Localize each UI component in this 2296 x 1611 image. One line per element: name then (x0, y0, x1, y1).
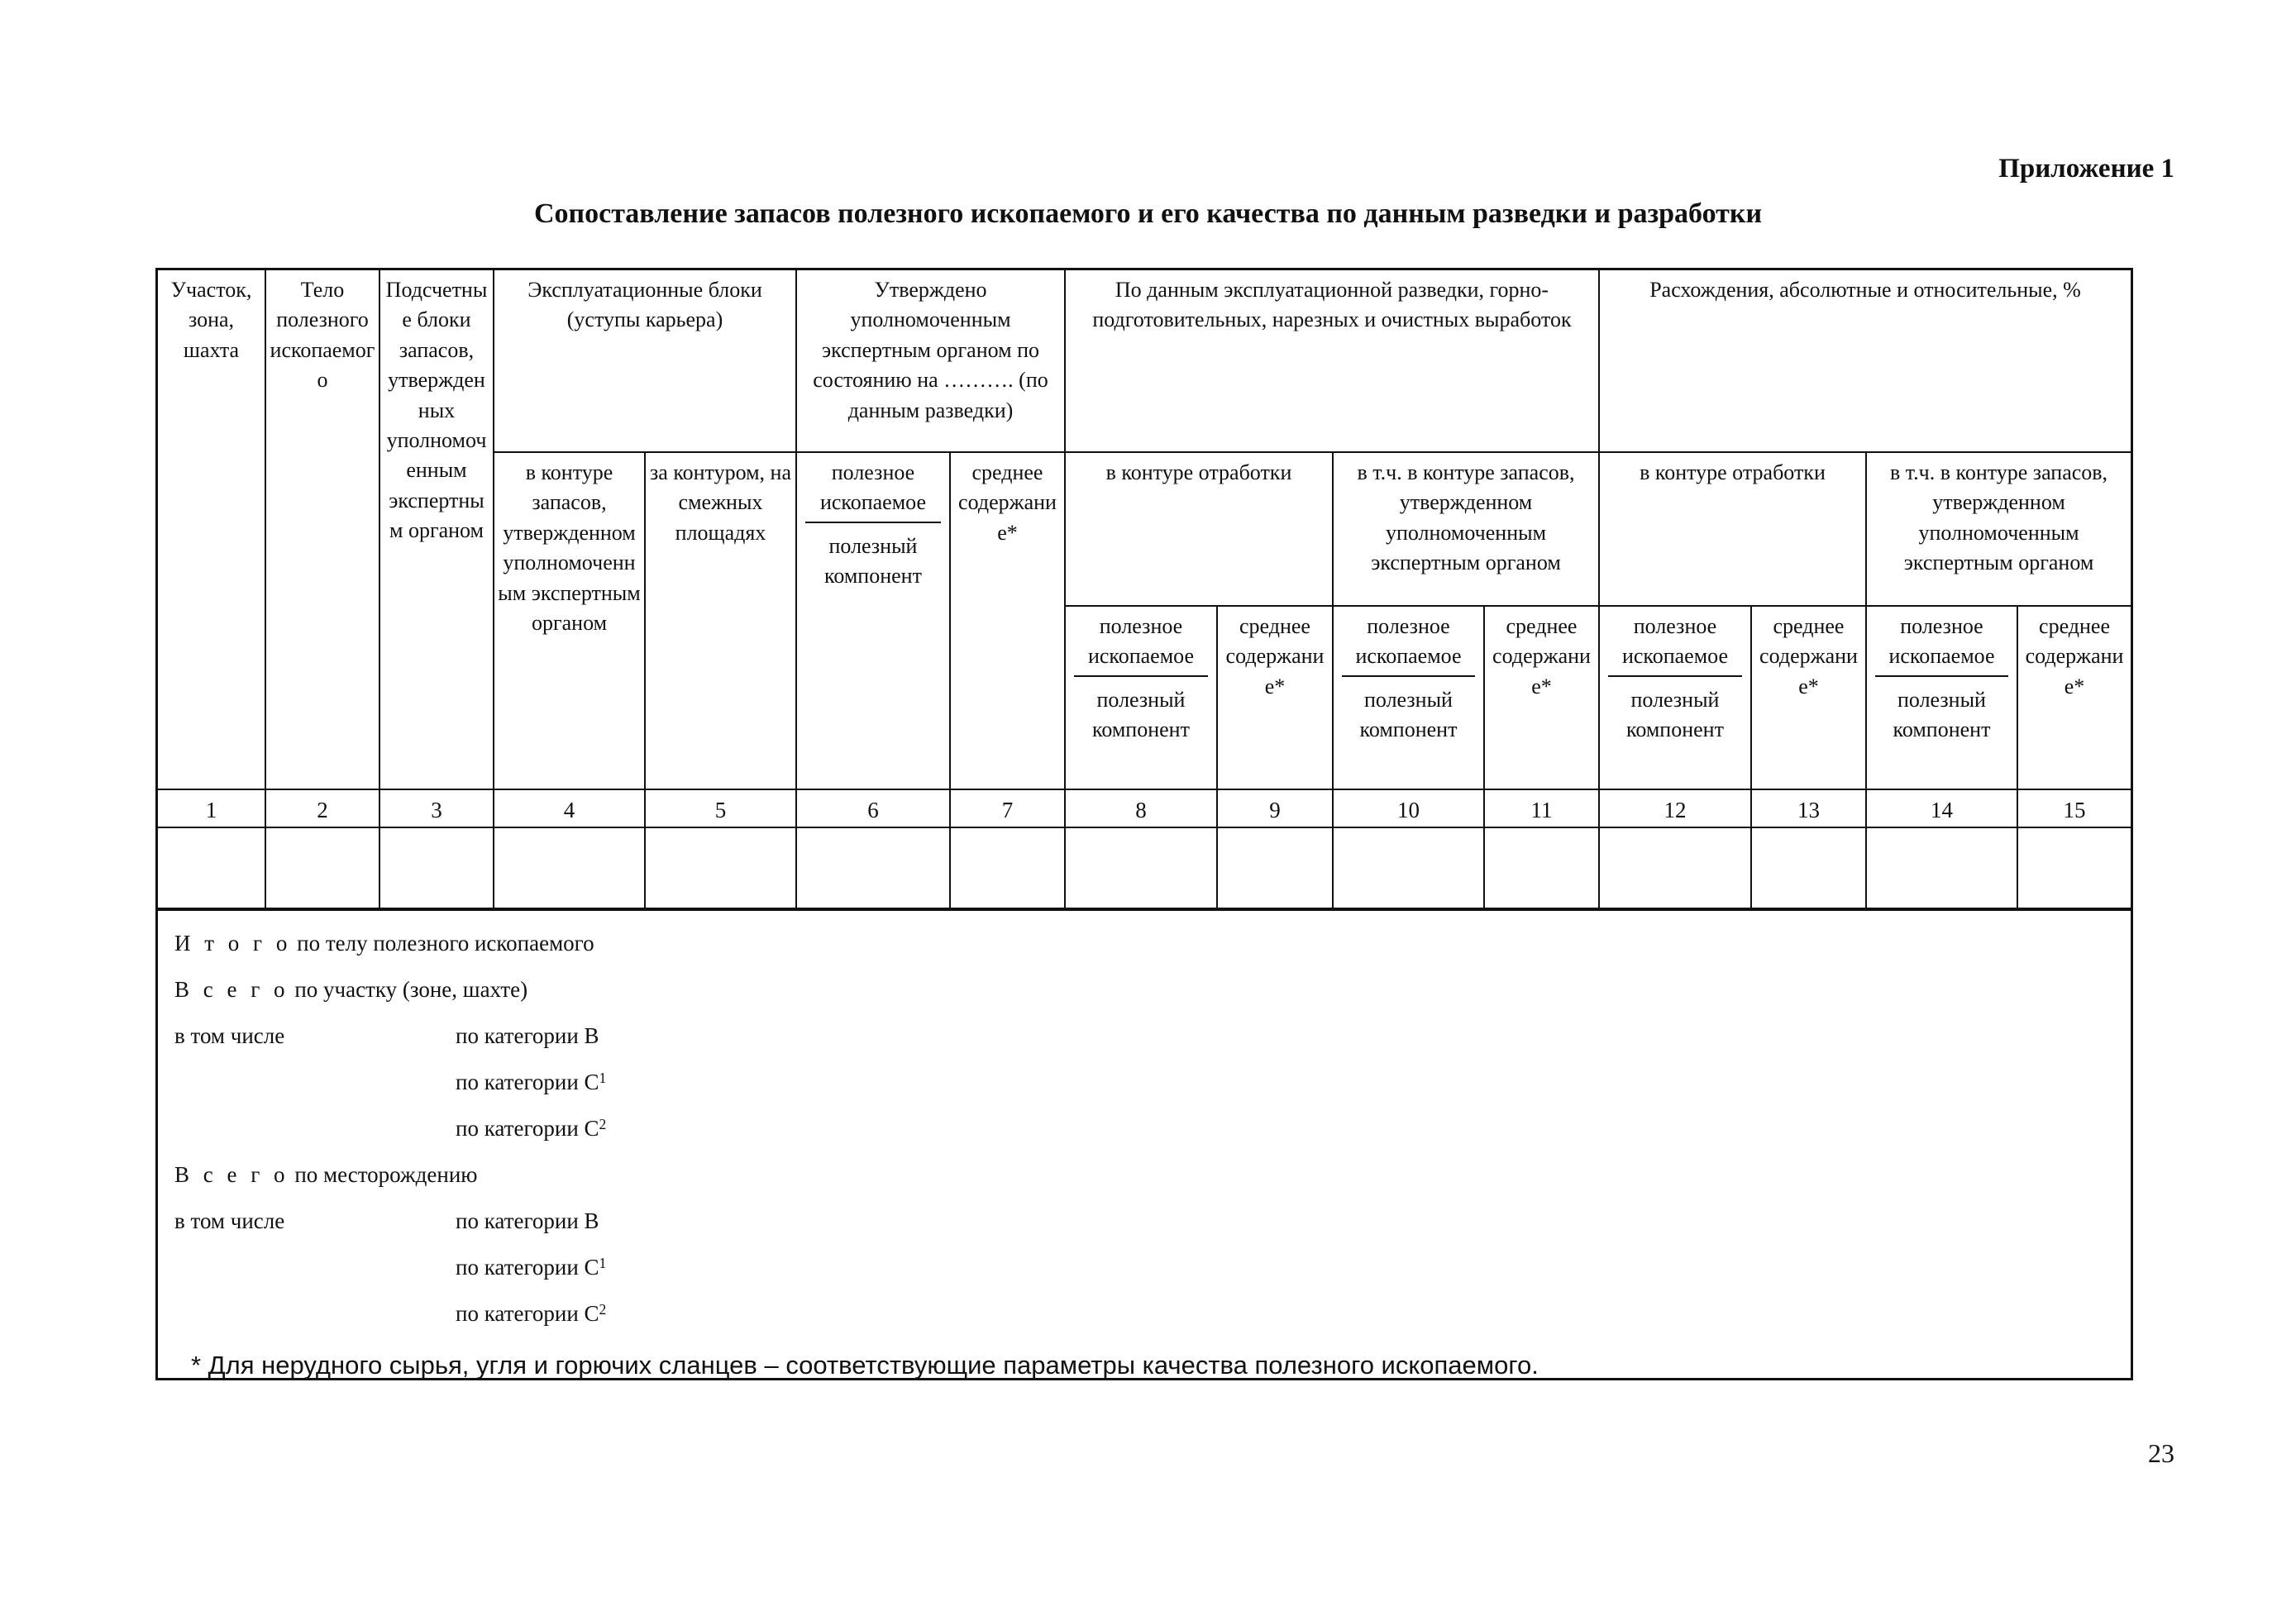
category-c1-line: по категории С 1 (456, 1070, 607, 1094)
total-by-section-line: В с е г о по участку (зоне, шахте) (174, 977, 528, 1002)
header-col14-mineral-component: полезное ископаемое полезный компонент (1866, 606, 2017, 789)
header-col11-average-content: среднее содержание* (1484, 606, 1599, 789)
empty-cell (2017, 827, 2131, 908)
category-c2-line: по категории С 2 (456, 1116, 607, 1141)
deposit-including-category-b-line: в том числе по категории В (174, 1208, 599, 1233)
column-number: 6 (796, 789, 950, 827)
header-section-zone-shaft: Участок, зона, шахта (158, 270, 265, 789)
header-discrepancies: Расхождения, абсолютные и относительные, % (1599, 270, 2131, 452)
header-col9-average-content: среднее содержание* (1217, 606, 1333, 789)
header-approved-average-content: среднее содержание* (950, 452, 1065, 789)
column-number: 1 (158, 789, 265, 827)
appendix-label: Приложение 1 (1998, 154, 2174, 184)
column-number: 14 (1866, 789, 2017, 827)
empty-cell (158, 827, 265, 908)
header-col13-average-content: среднее содержание* (1751, 606, 1866, 789)
empty-cell (265, 827, 379, 908)
column-number: 10 (1333, 789, 1484, 827)
header-col15-average-content: среднее содержание* (2017, 606, 2131, 789)
column-number: 11 (1484, 789, 1599, 827)
footnote: * Для нерудного сырья, угля и горючих сланцев – соответствующие параметры качества полезного ископаемого. (191, 1351, 1539, 1380)
summary-section (158, 909, 2131, 1380)
header-approved-by-authority: Утверждено уполномоченным экспертным органом по состоянию на ………. (по данным разведки) (796, 270, 1065, 452)
deposit-category-c2-line: по категории С 2 (456, 1301, 607, 1326)
header-operational-blocks: Эксплуатационные блоки (уступы карьера) (494, 270, 796, 452)
column-number: 15 (2017, 789, 2131, 827)
empty-cell (1333, 827, 1484, 908)
header-mineral-body: Тело полезного ископаемого (265, 270, 379, 789)
header-operational-exploration: По данным эксплуатационной разведки, горно-подготовительных, нарезных и очистных выработок (1065, 270, 1599, 452)
column-number: 12 (1599, 789, 1751, 827)
header-exploitation-contour: в контуре отработки (1065, 452, 1333, 606)
empty-data-row (158, 827, 2131, 908)
document-title: Сопоставление запасов полезного ископаемого и его качества по данным разведки и разработки (533, 198, 1763, 229)
empty-cell (1866, 827, 2017, 908)
reserves-table-frame (155, 268, 2133, 1380)
header-discrepancy-contour: в контуре отработки (1599, 452, 1866, 606)
empty-cell (1484, 827, 1599, 908)
header-col12-mineral-component: полезное ископаемое полезный компонент (1599, 606, 1751, 789)
column-number: 9 (1217, 789, 1333, 827)
empty-cell (1751, 827, 1866, 908)
empty-cell (1599, 827, 1751, 908)
header-exploitation-approved-contour: в т.ч. в контуре запасов, утвержденном уполномоченным экспертным органом (1333, 452, 1599, 606)
header-counting-blocks: Подсчетные блоки запасов, утвержденных уполномоченным экспертным органом (379, 270, 494, 789)
reserves-table (158, 270, 2131, 909)
column-number: 7 (950, 789, 1065, 827)
empty-cell (1217, 827, 1333, 908)
empty-cell (1065, 827, 1217, 908)
column-number: 4 (494, 789, 645, 827)
including-category-b-line: в том числе по категории В (174, 1023, 599, 1048)
header-within-approved-reserves: в контуре запасов, утвержденном уполномоченным экспертным органом (494, 452, 645, 789)
total-by-deposit-line: В с е г о по месторождению (174, 1162, 478, 1187)
header-col10-mineral-component: полезное ископаемое полезный компонент (1333, 606, 1484, 789)
column-number-row (158, 789, 2131, 827)
column-number: 3 (379, 789, 494, 827)
header-approved-mineral-component: полезное ископаемое полезный компонент (796, 452, 950, 789)
header-col8-mineral-component: полезное ископаемое полезный компонент (1065, 606, 1217, 789)
empty-cell (645, 827, 796, 908)
deposit-category-c1-line: по категории С 1 (456, 1255, 607, 1280)
column-number: 5 (645, 789, 796, 827)
header-outside-contour: за контуром, на смежных площадях (645, 452, 796, 789)
empty-cell (950, 827, 1065, 908)
column-number: 13 (1751, 789, 1866, 827)
column-number: 2 (265, 789, 379, 827)
empty-cell (494, 827, 645, 908)
empty-cell (379, 827, 494, 908)
total-by-body-line: И т о г о по телу полезного ископаемого (174, 931, 594, 956)
header-discrepancy-approved-contour: в т.ч. в контуре запасов, утвержденном уполномоченным экспертным органом (1866, 452, 2131, 606)
empty-cell (796, 827, 950, 908)
column-number: 8 (1065, 789, 1217, 827)
page-number: 23 (2148, 1438, 2174, 1468)
